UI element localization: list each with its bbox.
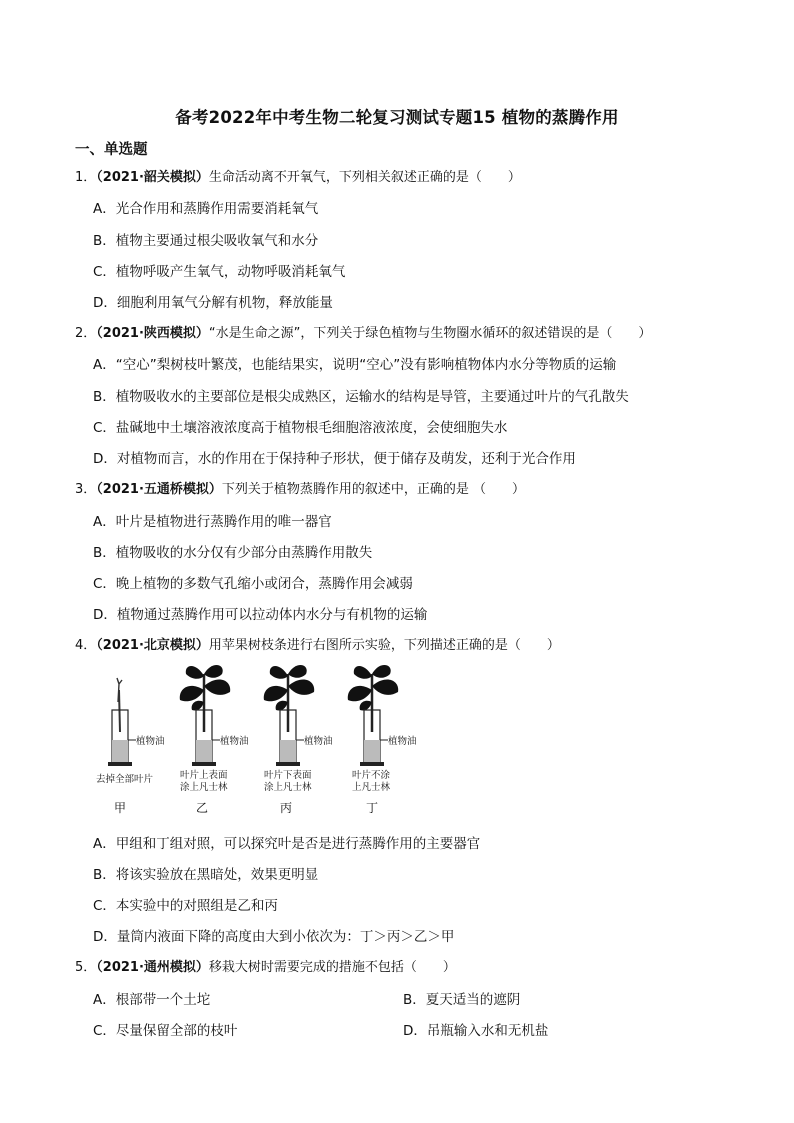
group-caption: 上凡士林: [352, 782, 391, 793]
group-caption: 涂上凡士林: [264, 782, 312, 793]
question-source: （2021·通州模拟）: [96, 960, 209, 975]
option-a: A．“空心”梨树枝叶繁茂，也能结果实，说明“空心”没有影响植物体内水分等物质的运输: [93, 357, 617, 373]
question-source: （2021·五通桥模拟）: [96, 482, 222, 497]
option-c: C．尽量保留全部的枝叶: [93, 1023, 238, 1039]
group-caption: 去掉全部叶片: [96, 774, 154, 785]
group-name: 乙: [196, 801, 209, 815]
section-heading: 一、单选题: [75, 142, 148, 158]
option-d: D．对植物而言，水的作用在于保持种子形状，便于储存及萌发，还利于光合作用: [93, 451, 576, 467]
group-jia: [96, 678, 165, 815]
question-stem: 生命活动离不开氧气，下列相关叙述正确的是（ ）: [208, 170, 521, 185]
question-number: 2．: [75, 326, 97, 341]
option-c: C．植物呼吸产生氧气，动物呼吸消耗氧气: [93, 264, 346, 280]
group-name: 丁: [366, 801, 379, 815]
oil-label: 植物油: [304, 736, 333, 747]
question-1: [75, 166, 521, 185]
oil-label: 植物油: [220, 736, 249, 747]
question-number: 5．: [75, 960, 97, 975]
option-a: A．光合作用和蒸腾作用需要消耗氧气: [93, 201, 319, 217]
option-b: B．植物吸收水的主要部位是根尖成熟区，运输水的结构是导管，主要通过叶片的气孔散失: [93, 389, 629, 405]
option-b: B．植物吸收的水分仅有少部分由蒸腾作用散失: [93, 545, 373, 561]
option-a: A．叶片是植物进行蒸腾作用的唯一器官: [93, 514, 332, 530]
option-a: A．根部带一个土坨: [93, 992, 211, 1008]
question-source: （2021·韶关模拟）: [96, 170, 209, 185]
experiment-figure: [92, 662, 432, 822]
group-caption: 涂上凡士林: [180, 782, 228, 793]
option-d: D．量筒内液面下降的高度由大到小依次为：丁＞丙＞乙＞甲: [93, 929, 455, 945]
option-c: C．本实验中的对照组是乙和丙: [93, 898, 278, 914]
option-d: D．细胞利用氧气分解有机物，释放能量: [93, 295, 333, 311]
question-number: 3．: [75, 482, 97, 497]
group-caption: 叶片上表面: [180, 770, 228, 781]
option-b: B．植物主要通过根尖吸收氧气和水分: [93, 233, 319, 249]
question-source: （2021·陕西模拟）: [96, 326, 209, 341]
group-ding: [348, 665, 417, 815]
oil-label: 植物油: [136, 736, 165, 747]
question-3: [75, 478, 525, 497]
option-c: C．盐碱地中土壤溶液浓度高于植物根毛细胞溶液浓度，会使细胞失水: [93, 420, 508, 436]
experiment-diagram: [92, 662, 432, 822]
group-name: 甲: [114, 801, 127, 815]
option-a: A．甲组和丁组对照，可以探究叶是否是进行蒸腾作用的主要器官: [93, 836, 481, 852]
question-number: 4．: [75, 638, 97, 653]
question-source: （2021·北京模拟）: [96, 638, 209, 653]
option-b: B．夏天适当的遮阴: [403, 992, 521, 1008]
option-d: D．吊瓶输入水和无机盐: [403, 1023, 549, 1039]
oil-label: 植物油: [388, 736, 417, 747]
group-bing: [264, 665, 333, 815]
group-name: 丙: [280, 801, 293, 815]
question-stem: 下列关于植物蒸腾作用的叙述中，正确的是 （ ）: [221, 482, 526, 497]
group-caption: 叶片下表面: [264, 770, 312, 781]
page-title: 备考2022年中考生物二轮复习测试专题15 植物的蒸腾作用: [175, 108, 619, 127]
group-yi: [180, 665, 249, 815]
option-b: B．将该实验放在黑暗处，效果更明显: [93, 867, 319, 883]
question-2: [75, 322, 651, 341]
option-d: D．植物通过蒸腾作用可以拉动体内水分与有机物的运输: [93, 607, 428, 623]
question-4: [75, 634, 560, 653]
group-caption: 叶片不涂: [352, 770, 391, 781]
question-number: 1．: [75, 170, 97, 185]
question-stem: “水是生命之源”，下列关于绿色植物与生物圈水循环的叙述错误的是（ ）: [208, 326, 652, 341]
question-5: [75, 956, 456, 975]
question-stem: 用苹果树枝条进行右图所示实验，下列描述正确的是（ ）: [208, 638, 560, 653]
question-stem: 移栽大树时需要完成的措施不包括（ ）: [208, 960, 456, 975]
option-c: C．晚上植物的多数气孔缩小或闭合，蒸腾作用会减弱: [93, 576, 413, 592]
